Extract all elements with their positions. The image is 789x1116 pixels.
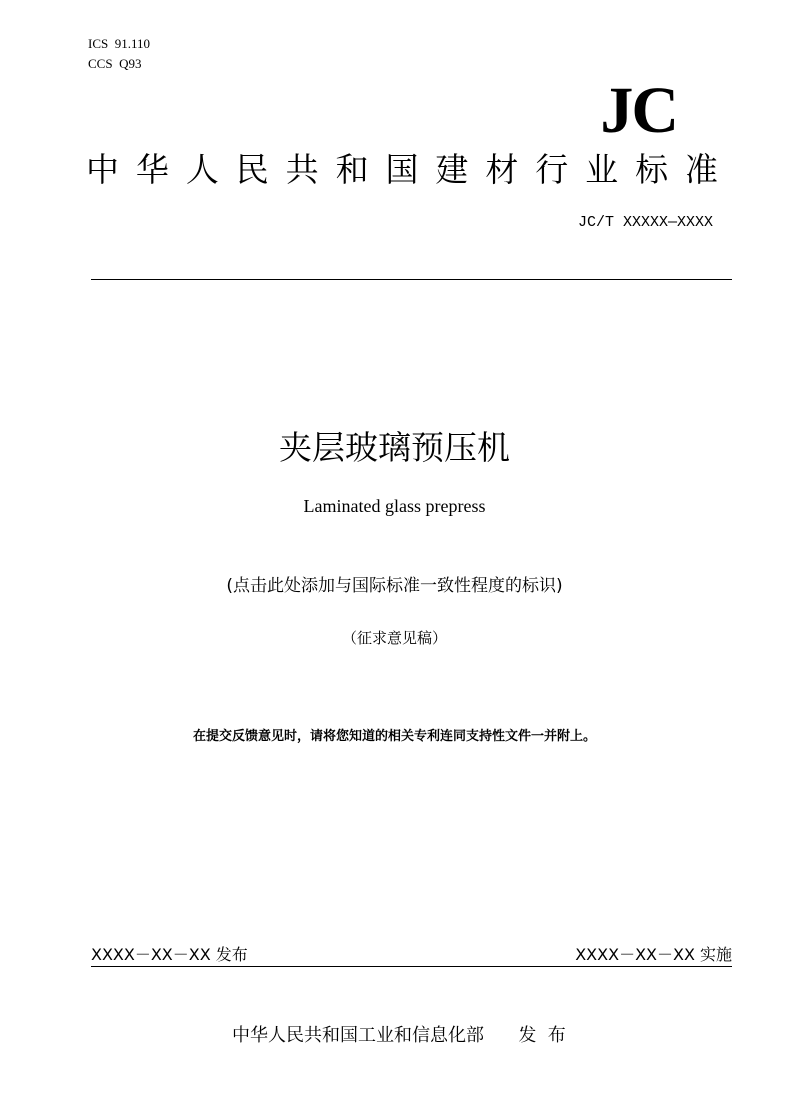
- document-title-cn: 夹层玻璃预压机: [279, 428, 510, 467]
- release-date: XXXX－XX－XX 发布: [91, 945, 248, 964]
- header-divider: [91, 279, 732, 280]
- issuing-authority: [232, 1021, 566, 1047]
- ics-code: ICS 91.110: [88, 36, 150, 51]
- implement-date: XXXX－XX－XX 实施: [575, 945, 732, 964]
- document-title-en: Laminated glass prepress: [303, 496, 486, 516]
- issuer-name: 中华人民共和国工业和信息化部: [232, 1025, 484, 1046]
- jc-logo: JC: [600, 74, 677, 147]
- patent-notice: 在提交反馈意见时，请将您知道的相关专利连同支持性文件一并附上。: [192, 729, 596, 744]
- standard-category-title: 中华人民共和国建材行业标准: [86, 150, 726, 189]
- ccs-code: CCS Q93: [88, 56, 142, 71]
- standard-number: JC/T XXXXX—XXXX: [577, 214, 713, 231]
- issue-label: 发 布: [518, 1025, 566, 1046]
- consistency-identifier: (点击此处添加与国际标准一致性程度的标识): [226, 576, 563, 596]
- draft-status: （征求意见稿）: [341, 629, 447, 647]
- classification-codes: [88, 34, 150, 74]
- footer-divider: [91, 966, 732, 967]
